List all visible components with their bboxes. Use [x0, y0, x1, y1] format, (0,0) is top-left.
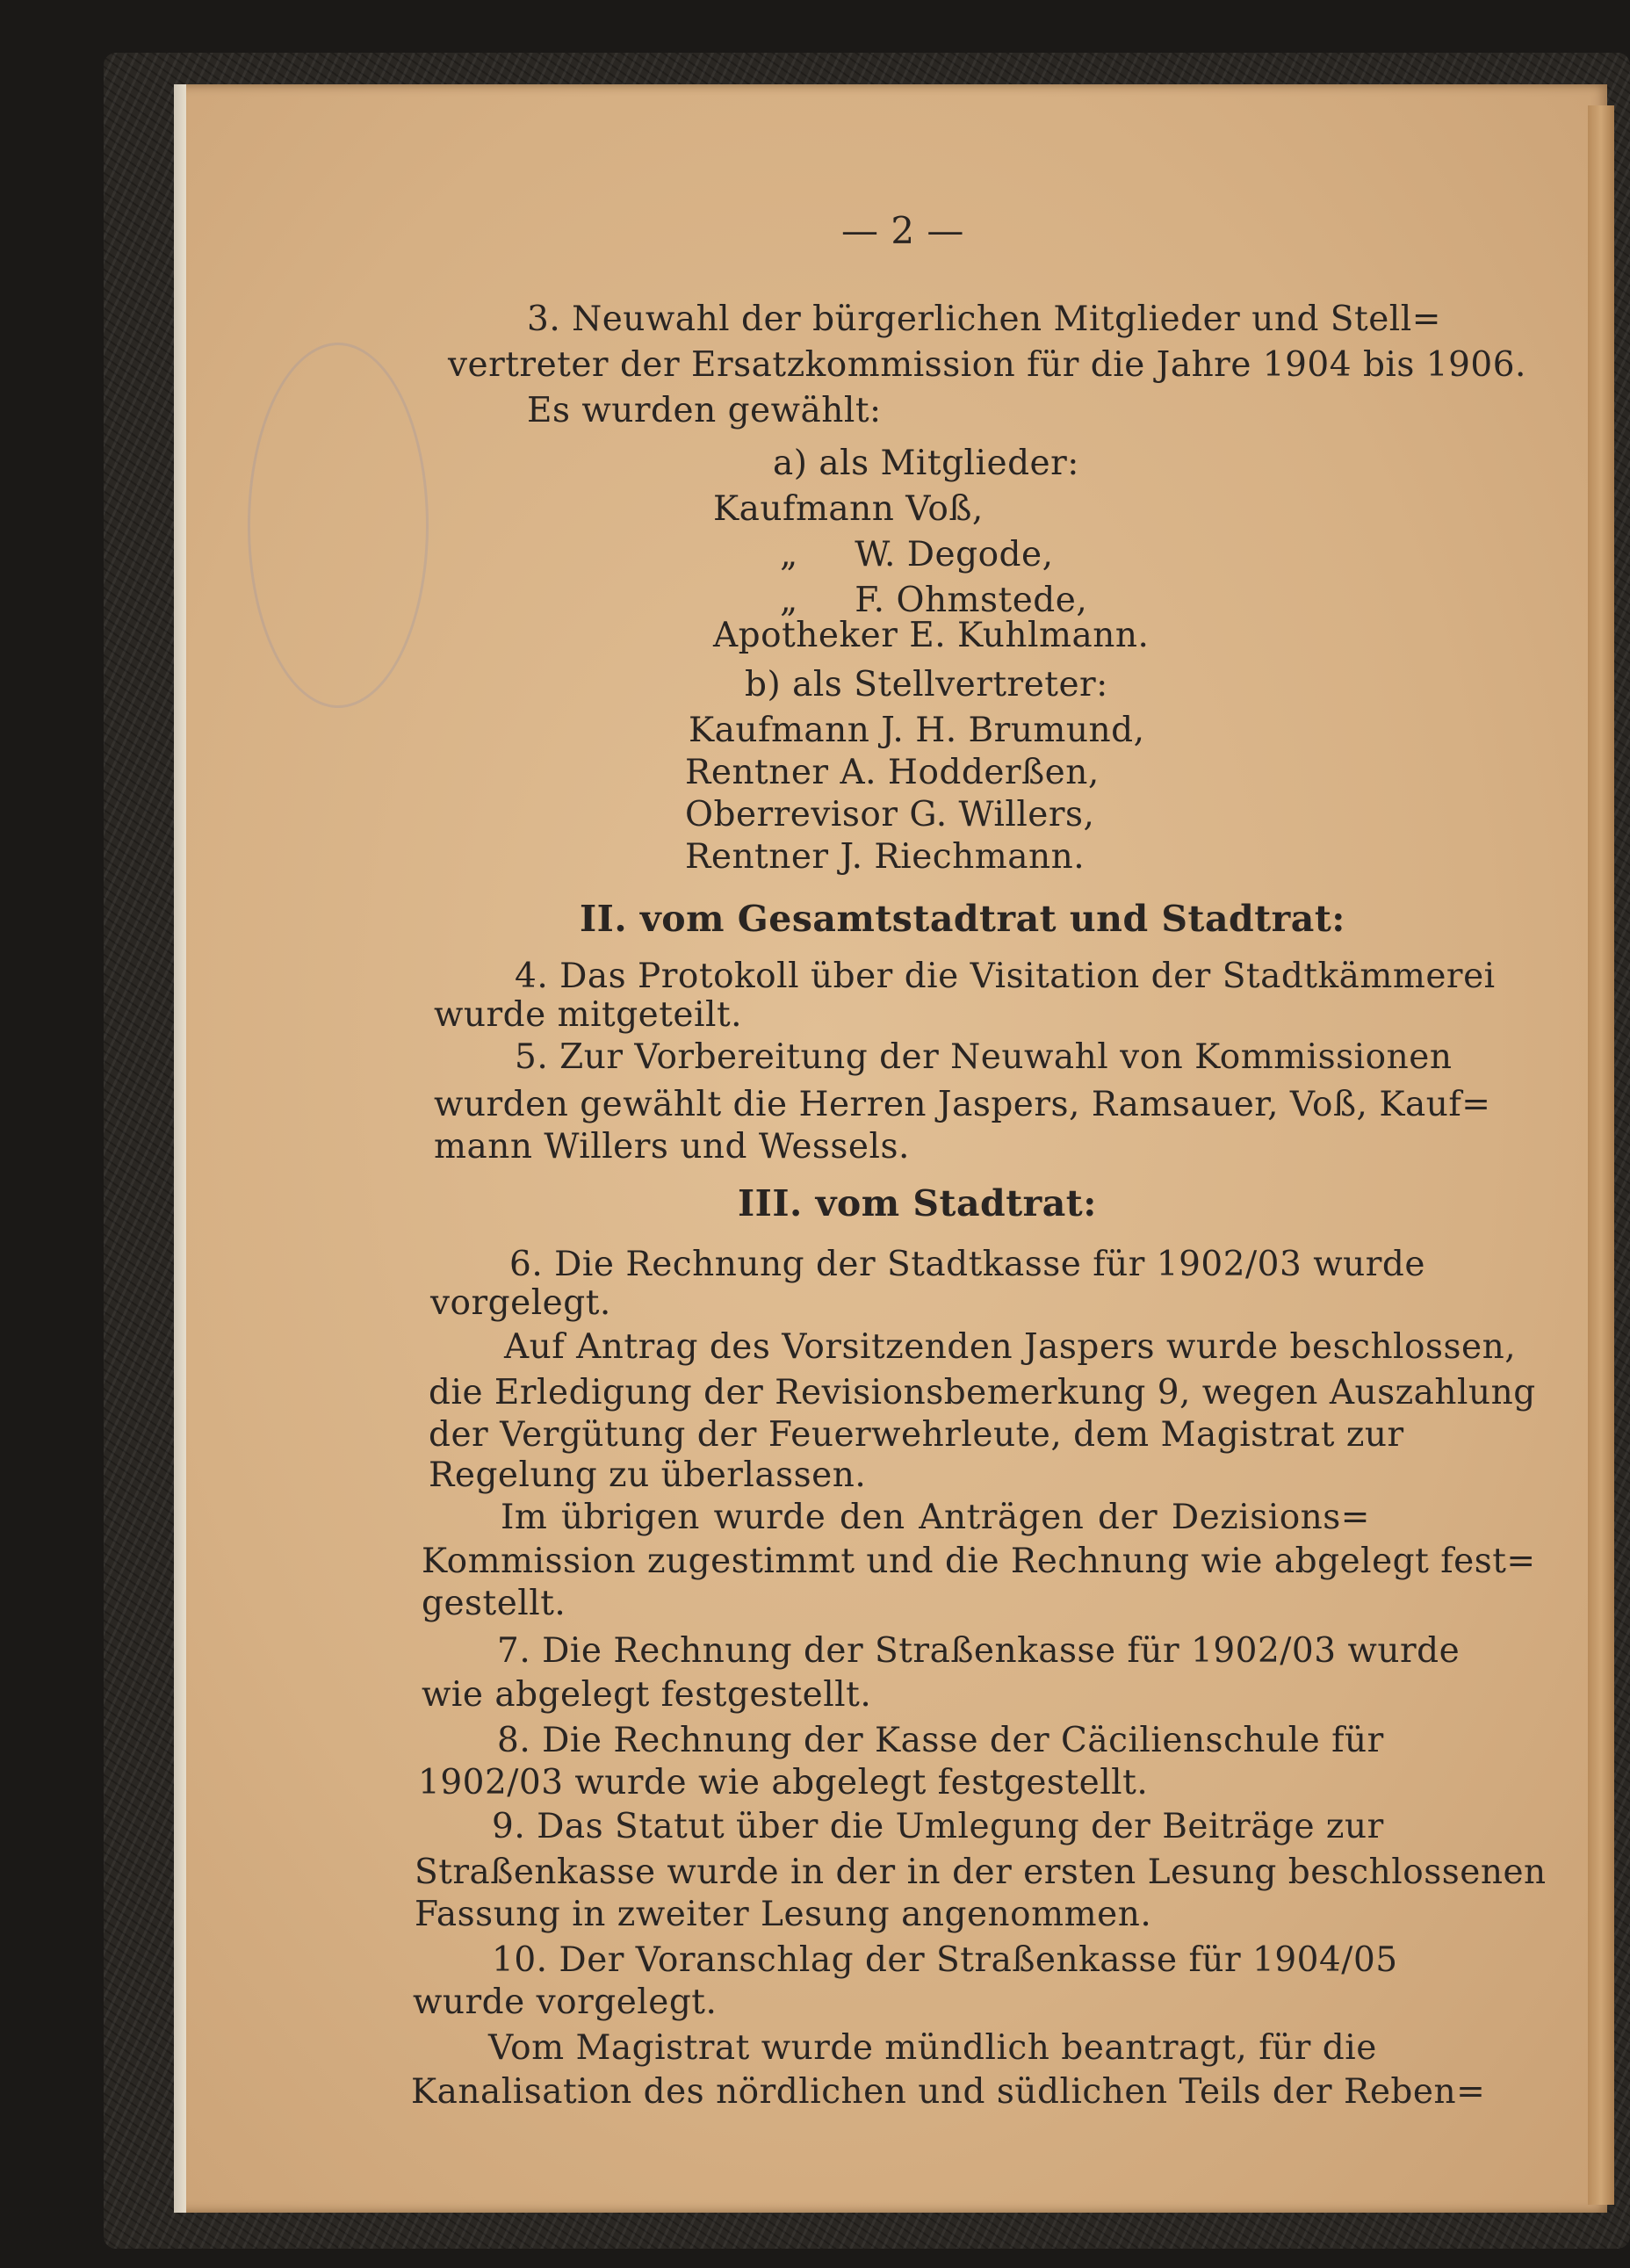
text-line: Regelung zu überlassen.: [429, 1455, 867, 1495]
text-line: 3. Neuwahl der bürgerlichen Mitglieder und Stell=: [527, 300, 1441, 339]
text-line: Kaufmann J. H. Brumund,: [689, 711, 1145, 750]
text-line: 10. Der Voranschlag der Straßenkasse für 1904/05: [492, 1940, 1398, 1980]
text-line: der Vergütung der Feuerwehrleute, dem Magistrat zur: [429, 1415, 1404, 1455]
text-line: a) als Mitglieder:: [773, 444, 1079, 483]
text-line: 7. Die Rechnung der Straßenkasse für 1902/03 wurde: [497, 1631, 1461, 1671]
text-line: 4. Das Protokoll über die Visitation der Stadtkämmerei: [515, 957, 1496, 996]
text-line: 8. Die Rechnung der Kasse der Cäcilienschule für: [497, 1721, 1384, 1760]
section-heading: II. vom Gesamtstadtrat und Stadtrat:: [580, 898, 1345, 940]
text-line: b) als Stellvertreter:: [745, 665, 1108, 704]
text-line: „ F. Ohmstede,: [780, 581, 1088, 620]
text-line: wurde vorgelegt.: [413, 1983, 718, 2022]
text-line: Rentner A. Hodderßen,: [685, 753, 1100, 792]
text-line: wurde mitgeteilt.: [434, 995, 743, 1035]
library-stamp-faded: [248, 343, 429, 708]
text-line: „ W. Degode,: [780, 535, 1054, 574]
text-line: Auf Antrag des Vorsitzenden Jaspers wurde beschlossen,: [504, 1327, 1517, 1367]
text-line: gestellt.: [422, 1584, 566, 1623]
next-page-edge: [1588, 105, 1614, 2205]
text-line: vertreter der Ersatzkommission für die Jahre 1904 bis 1906.: [448, 345, 1526, 385]
text-line: Oberrevisor G. Willers,: [685, 795, 1095, 834]
text-line: mann Willers und Wessels.: [434, 1127, 910, 1167]
text-line: Straßenkasse wurde in der in der ersten Lesung beschlossenen: [415, 1853, 1547, 1892]
section-heading: III. vom Stadtrat:: [738, 1182, 1097, 1224]
text-line: Kanalisation des nördlichen und südlichen Teils der Reben=: [411, 2072, 1486, 2112]
text-line: die Erledigung der Revisionsbemerkung 9, wegen Auszahlung: [429, 1373, 1536, 1412]
text-line: vorgelegt.: [430, 1283, 611, 1323]
text-line: 9. Das Statut über die Umlegung der Beiträge zur: [492, 1807, 1384, 1846]
page-inner-margin: [174, 84, 186, 2213]
text-line: Es wurden gewählt:: [527, 391, 882, 430]
text-line: Apotheker E. Kuhlmann.: [713, 616, 1150, 655]
text-line: Kaufmann Voß,: [713, 489, 984, 529]
text-line: Fassung in zweiter Lesung angenommen.: [415, 1895, 1152, 1934]
text-line: wie abgelegt festgestellt.: [422, 1675, 872, 1715]
text-line: wurden gewählt die Herren Jaspers, Ramsauer, Voß, Kauf=: [434, 1085, 1491, 1124]
text-line: Vom Magistrat wurde mündlich beantragt, für die: [488, 2028, 1377, 2068]
text-line: Rentner J. Riechmann.: [685, 837, 1085, 877]
page-number: — 2 —: [841, 209, 964, 252]
text-line: 5. Zur Vorbereitung der Neuwahl von Kommissionen: [515, 1037, 1453, 1077]
text-line: 1902/03 wurde wie abgelegt festgestellt.: [418, 1763, 1149, 1802]
text-line: Im übrigen wurde den Anträgen der Dezisions=: [501, 1498, 1370, 1537]
text-line: Kommission zugestimmt und die Rechnung wie abgelegt fest=: [422, 1542, 1536, 1581]
text-line: 6. Die Rechnung der Stadtkasse für 1902/03 wurde: [509, 1245, 1425, 1284]
